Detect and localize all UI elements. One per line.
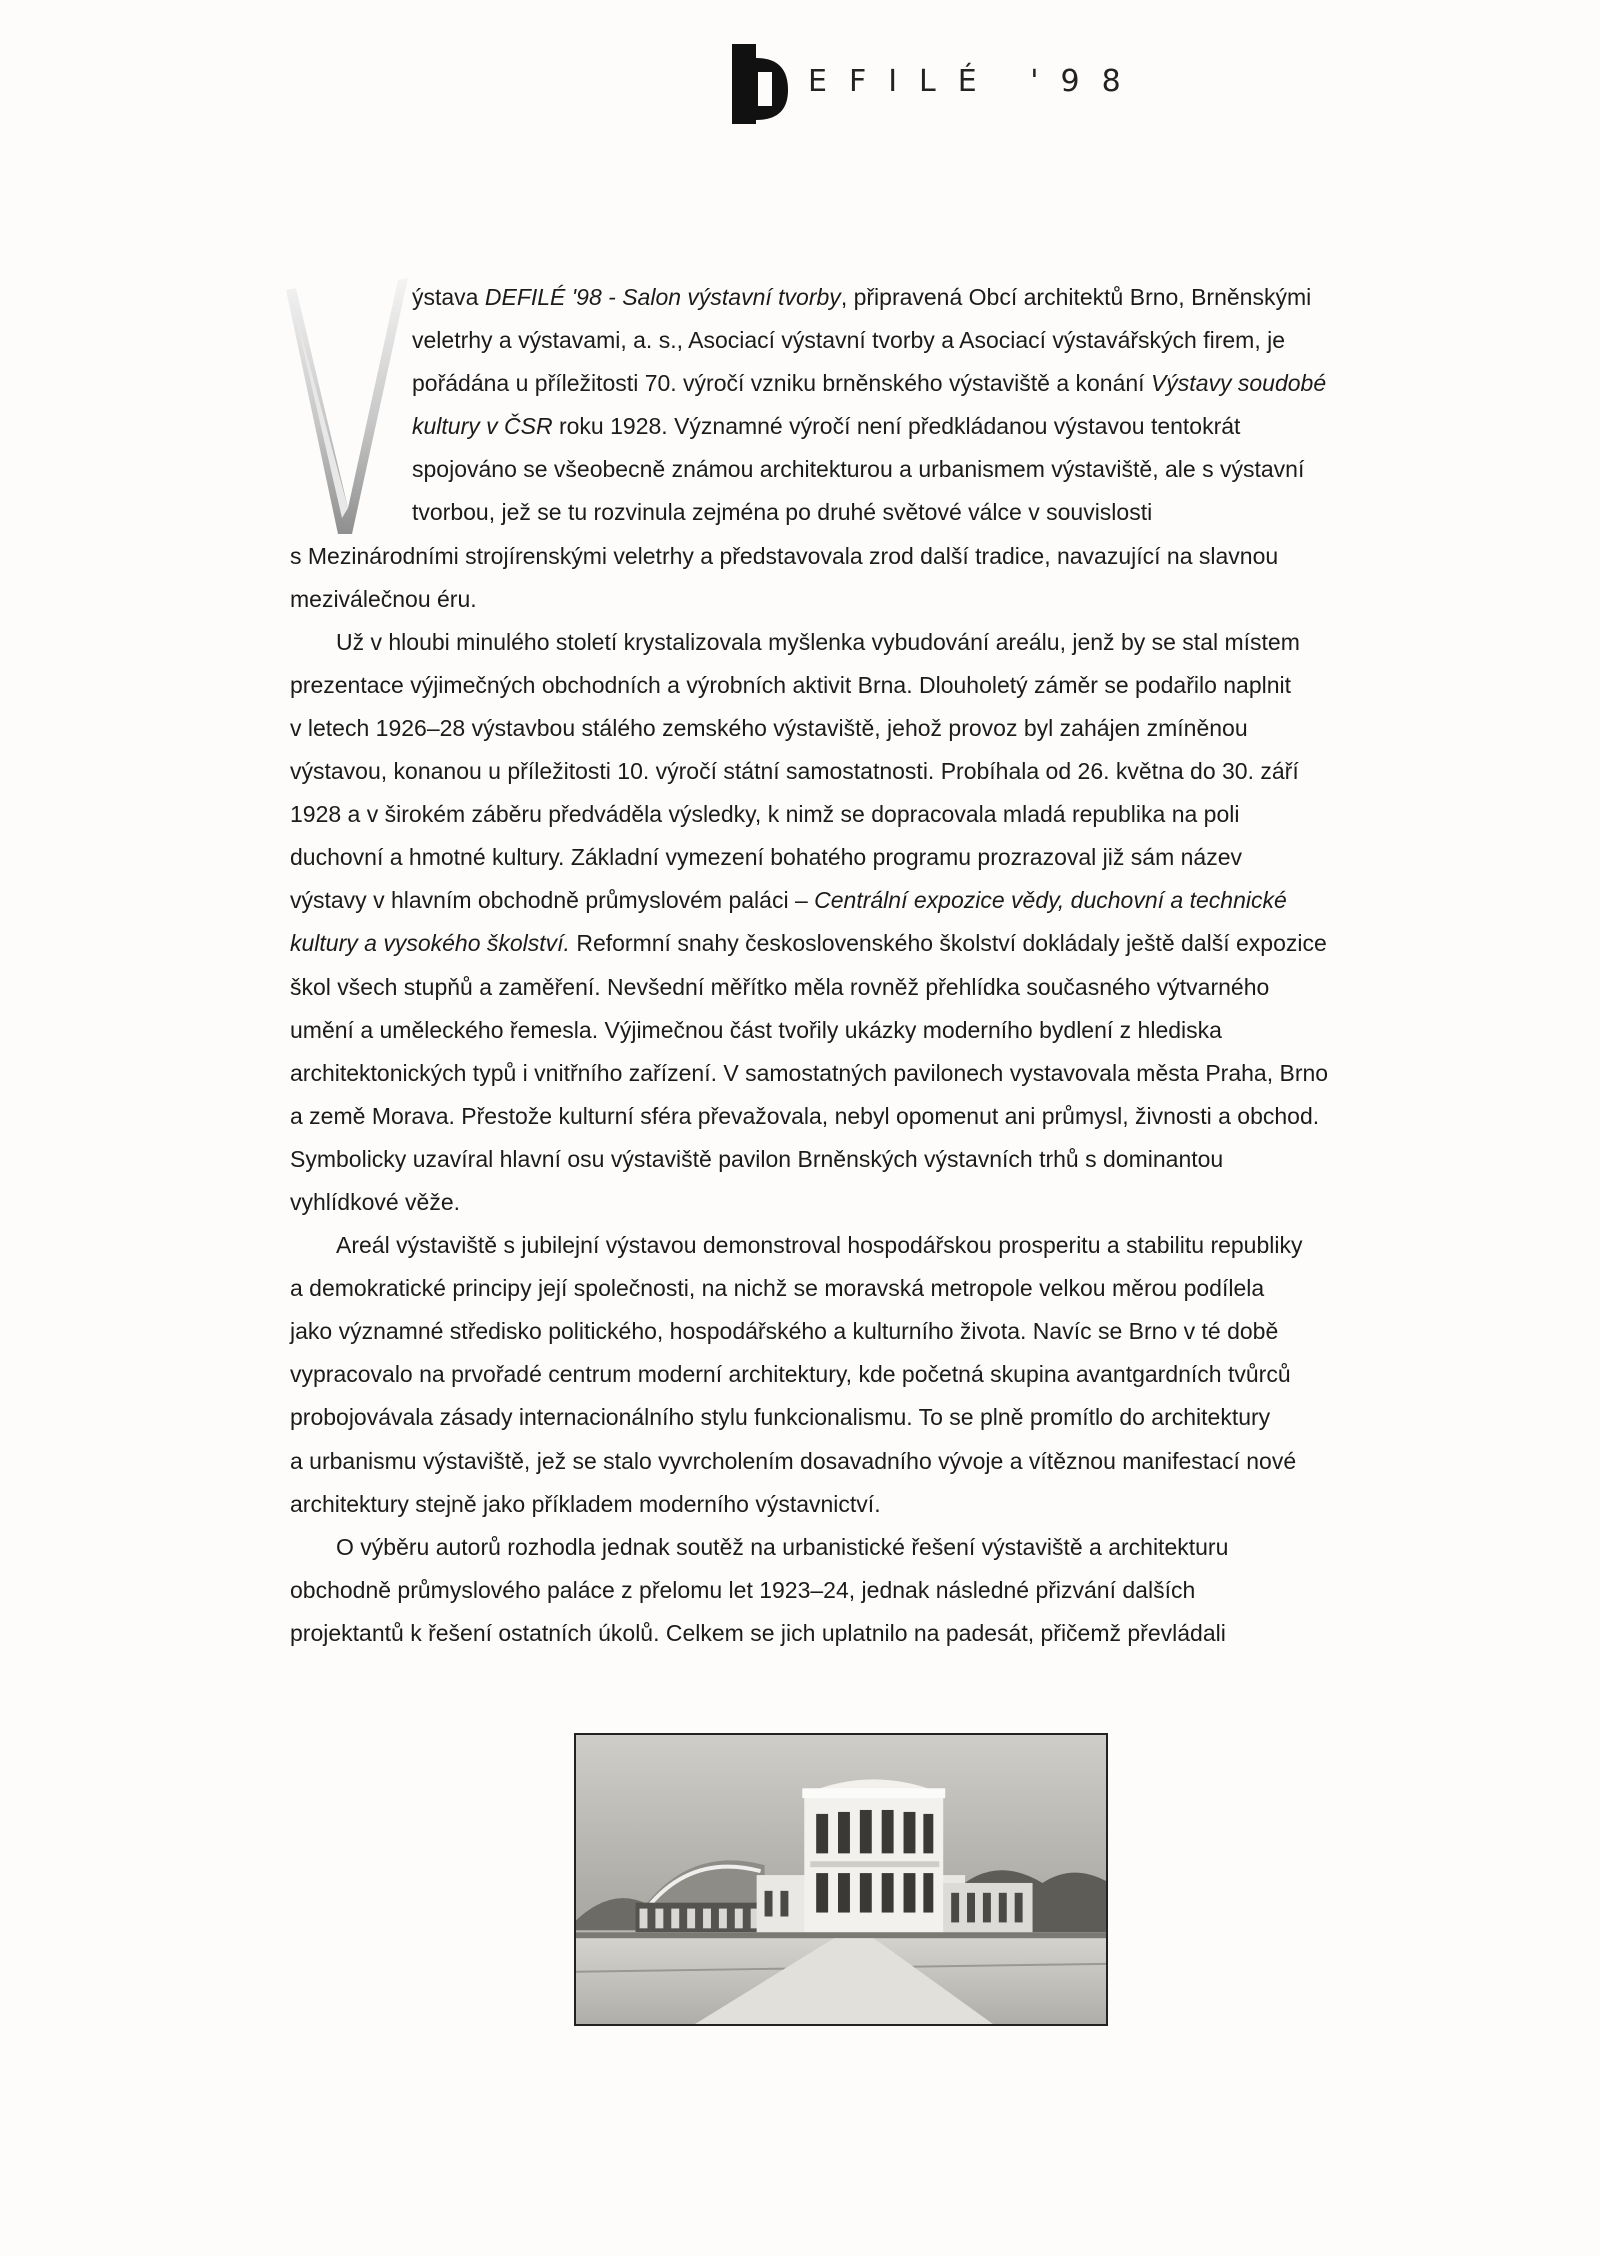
text-line — [290, 966, 1410, 1009]
text-segment: a urbanismu výstaviště, jež se stalo vyvrcholením dosavadního vývoje a vítěznou manifestací nové — [290, 1447, 1297, 1474]
article-body — [290, 276, 1410, 1655]
text-segment: obchodně průmyslového paláce z přelomu let 1923–24, jednak následné přizvání dalších — [290, 1576, 1196, 1603]
text-line — [290, 836, 1410, 879]
text-segment: meziválečnou éru. — [290, 585, 477, 612]
text-line — [290, 448, 1410, 491]
text-line — [290, 1052, 1410, 1095]
text-segment: spojováno se všeobecně známou architekturou a urbanismem výstaviště, ale s výstavní — [412, 456, 1305, 483]
text-segment: výstavy v hlavním obchodně průmyslovém paláci – — [290, 887, 815, 914]
text-segment: Reformní snahy československého školství dokládaly ještě další expozice — [569, 930, 1327, 957]
text-segment: vyhlídkové věže. — [290, 1188, 461, 1215]
text-segment: Symbolicky uzavíral hlavní osu výstaviště pavilon Brněnských výstavních trhů s dominantou — [290, 1145, 1224, 1172]
text-segment: architektury stejně jako příkladem moderního výstavnictví. — [290, 1490, 881, 1517]
text-line — [290, 578, 1410, 621]
text-segment: jako významné středisko politického, hospodářského a kulturního života. Navíc se Brno v té době — [290, 1318, 1279, 1345]
text-segment: výstavou, konanou u příležitosti 10. výročí státní samostatnosti. Probíhala od 26. května do 30. září — [290, 758, 1299, 785]
text-line — [290, 491, 1410, 534]
text-line — [290, 276, 1410, 319]
text-segment: duchovní a hmotné kultury. Základní vymezení bohatého programu prozrazoval již sám název — [290, 844, 1243, 871]
text-line — [290, 879, 1410, 922]
italic-text: kultury v ČSR — [412, 413, 553, 440]
text-segment: architektonických typů i vnitřního zařízení. V samostatných pavilonech vystavovala města Praha, Brno — [290, 1059, 1329, 1086]
text-line — [290, 1396, 1410, 1439]
text-line — [290, 621, 1410, 664]
text-segment: a demokratické principy její společnosti, na nichž se moravská metropole velkou měrou podílela — [290, 1275, 1265, 1302]
text-line — [290, 1009, 1410, 1052]
text-line — [290, 405, 1410, 448]
text-line — [290, 1224, 1410, 1267]
text-line — [290, 1353, 1410, 1396]
text-line — [290, 922, 1410, 965]
italic-text: DEFILÉ '98 - Salon výstavní tvorby — [484, 284, 841, 310]
text-segment: 1928 a v širokém záběru předváděla výsledky, k nimž se dopracovala mladá republika na poli — [290, 801, 1240, 828]
text-segment: O výběru autorů rozhodla jednak soutěž na urbanistické řešení výstaviště a architekturu — [336, 1533, 1229, 1560]
text-line — [290, 1440, 1410, 1483]
text-segment: škol všech stupňů a zaměření. Nevšední měřítko měla rovněž přehlídka současného výtvarného — [290, 973, 1270, 1000]
text-segment: prezentace výjimečných obchodních a výrobních aktivit Brna. Dlouholetý záměr se podařilo naplnit — [290, 671, 1292, 698]
exhibition-pavilion-photo — [574, 1733, 1108, 2026]
text-segment: ýstava — [412, 284, 485, 310]
defile-logo-d-icon — [728, 44, 798, 124]
text-segment: s Mezinárodními strojírenskými veletrhy a představovala zrod další tradice, navazující na slavnou — [290, 542, 1279, 569]
text-segment: roku 1928. Významné výročí není předkládanou výstavou tentokrát — [552, 413, 1241, 440]
text-line — [290, 1181, 1410, 1224]
text-line — [290, 1310, 1410, 1353]
text-line — [290, 535, 1410, 578]
text-segment: veletrhy a výstavami, a. s., Asociací výstavní tvorby a Asociací výstavářských firem, je — [412, 327, 1286, 354]
text-segment: v letech 1926–28 výstavbou stálého zemského výstaviště, jehož provoz byl zahájen zmíněnou — [290, 714, 1248, 741]
text-segment: , připravená Obcí architektů Brno, Brněnskými — [840, 284, 1312, 310]
italic-text: Výstavy soudobé — [1150, 370, 1327, 397]
italic-text: kultury a vysokého školství. — [290, 930, 570, 957]
text-segment: Už v hloubi minulého století krystalizovala myšlenka vybudování areálu, jenž by se stal místem — [336, 628, 1300, 655]
text-line — [290, 664, 1410, 707]
text-segment: projektantů k řešení ostatních úkolů. Celkem se jich uplatnilo na padesát, přičemž převládali — [290, 1619, 1226, 1646]
text-line — [290, 1569, 1410, 1612]
text-line — [290, 319, 1410, 362]
text-line — [290, 707, 1410, 750]
text-line — [290, 1095, 1410, 1138]
text-segment: umění a uměleckého řemesla. Výjimečnou část tvořily ukázky moderního bydlení z hlediska — [290, 1016, 1222, 1043]
text-line — [290, 793, 1410, 836]
text-segment: pořádána u příležitosti 70. výročí vzniku brněnského výstaviště a konání — [412, 370, 1151, 397]
text-segment: a země Morava. Přestože kulturní sféra převažovala, nebyl opomenut ani průmysl, živnosti a obchod. — [290, 1102, 1320, 1129]
italic-text: Centrální expozice vědy, duchovní a technické — [814, 887, 1287, 914]
text-segment: probojovávala zásady internacionálního stylu funkcionalismu. To se plně promítlo do architektury — [290, 1404, 1271, 1431]
text-line — [290, 1267, 1410, 1310]
text-segment: tvorbou, jež se tu rozvinula zejména po druhé světové válce v souvislosti — [412, 499, 1153, 526]
text-line — [290, 362, 1410, 405]
text-line — [290, 1612, 1410, 1655]
text-line — [290, 1483, 1410, 1526]
text-segment: Areál výstaviště s jubilejní výstavou demonstroval hospodářskou prosperitu a stabilitu republiky — [336, 1232, 1303, 1259]
text-segment: vypracovalo na prvořadé centrum moderní architektury, kde početná skupina avantgardních tvůrců — [290, 1361, 1291, 1388]
text-line — [290, 1526, 1410, 1569]
page-header — [0, 44, 1600, 124]
header-title: EFILÉ '98 — [808, 64, 1143, 99]
text-line — [290, 1138, 1410, 1181]
text-line — [290, 750, 1410, 793]
